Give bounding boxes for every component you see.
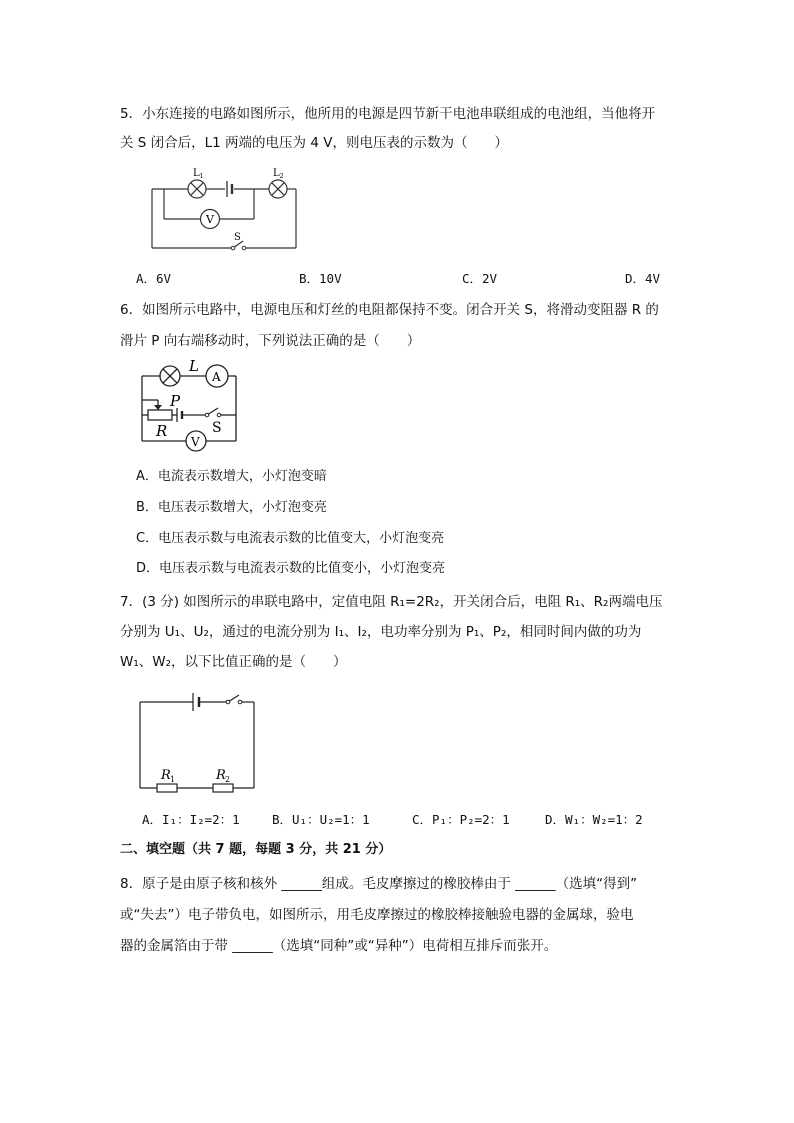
q6-slider-label: P [170,392,181,410]
q5-text-line2: 关 S 闭合后，L1 两端的电压为 4 V，则电压表的示数为（ ） [120,135,508,151]
q7-r1-label: R [161,768,171,783]
section-heading: 二、填空题（共 7 题，每题 3 分，共 21 分） [120,842,392,857]
q6-ammeter-label: A [212,370,221,384]
q5-option-a: A．6V [136,271,172,286]
q6-voltmeter-label: V [191,435,200,449]
q7-text-line2: 分别为 U₁、U₂，通过的电流分别为 I₁、I₂，电功率分别为 P₁、P₂，相同时间内做的功为 [120,624,642,640]
q6-switch-label: S [212,420,222,436]
q6-text-line1: 6．如图所示电路中，电源电压和灯丝的电阻都保持不变。闭合开关 S，将滑动变阻器 R 的 [120,302,659,318]
q7-r1-subscript: 1 [170,775,176,784]
q6-option-c: C．电压表示数与电流表示数的比值变大，小灯泡变亮 [136,531,445,546]
q5-voltmeter-label: V [206,213,214,226]
q7-r2-subscript: 2 [225,775,231,784]
q8-text-line2: 或“失去”）电子带负电，如图所示，用毛皮摩擦过的橡胶棒接触验电器的金属球，验电 [120,907,634,923]
q5-l2-label: L [273,168,280,179]
q5-text-line1: 5．小东连接的电路如图所示，他所用的电源是四节新干电池串联组成的电池组，当他将开 [120,106,656,122]
q6-text-line2: 滑片 P 向右端移动时，下列说法正确的是（ ） [120,333,421,349]
q5-l1-label: L [193,168,200,179]
q6-option-d: D．电压表示数与电流表示数的比值变小，小灯泡变亮 [136,561,446,576]
q7-option-c: C．P₁：P₂=2：1 [412,812,510,827]
q5-option-d: D．4V [625,271,661,286]
q6-resistor-label: R [156,422,168,440]
q7-option-a: A．I₁：I₂=2：1 [142,812,240,827]
q7-option-b: B．U₁：U₂=1：1 [272,812,370,827]
q5-option-c: C．2V [462,271,498,286]
q8-text-line3: 器的金属箔由于带 ______（选填“同种”或“异种”）电荷相互排斥而张开。 [120,938,558,954]
q6-option-a: A．电流表示数增大，小灯泡变暗 [136,469,327,484]
q8-text-line1: 8．原子是由原子核和核外 ______组成。毛皮摩擦过的橡胶棒由于 ______（选填“得到” [120,876,638,892]
q5-l1-subscript: 1 [199,172,204,180]
q5-switch-label: S [234,232,241,243]
q7-text-line1: 7．(3 分) 如图所示的串联电路中，定值电阻 R₁=2R₂，开关闭合后，电阻 R₁、R₂两端电压 [120,594,663,610]
q5-option-b: B．10V [299,271,342,286]
q5-l2-subscript: 2 [279,172,284,180]
q6-option-b: B．电压表示数增大，小灯泡变亮 [136,500,327,515]
q7-text-line3: W₁、W₂，以下比值正确的是（ ） [120,654,347,670]
q7-r2-label: R [216,768,226,783]
q7-option-d: D．W₁：W₂=1：2 [545,812,643,827]
q6-lamp-label: L [189,357,199,375]
